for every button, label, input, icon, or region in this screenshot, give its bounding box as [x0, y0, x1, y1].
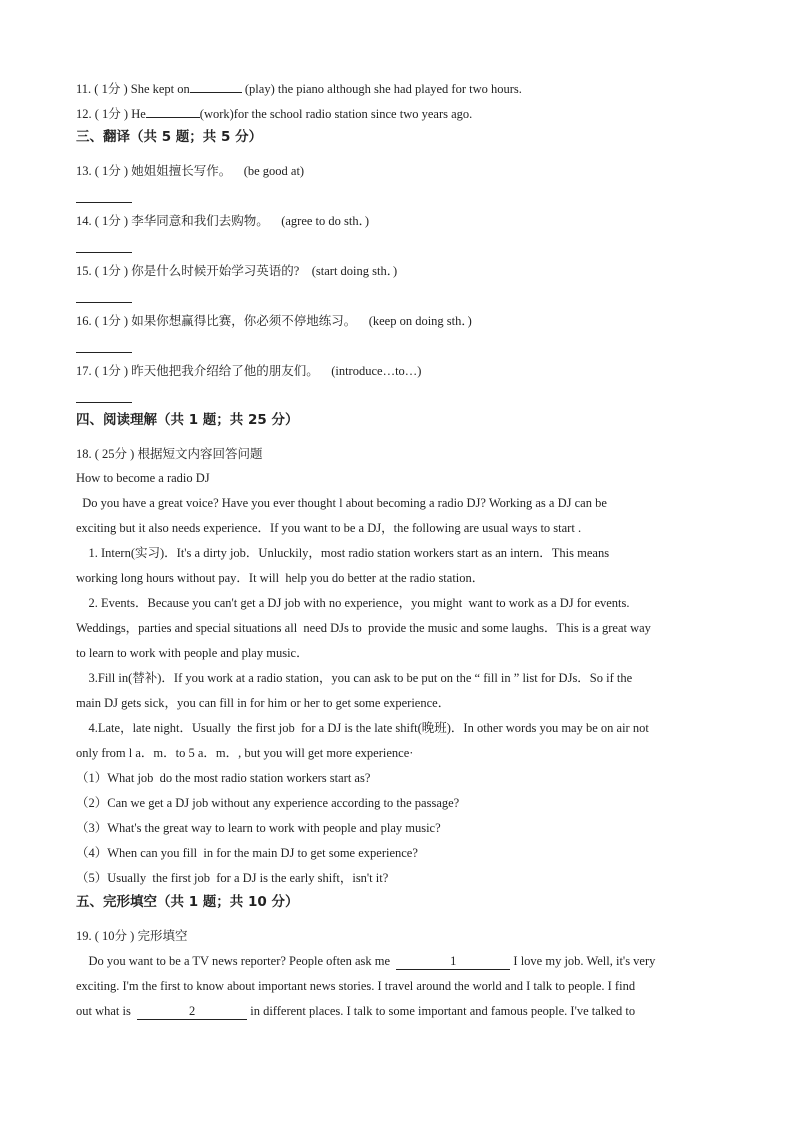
section-title: 四、阅读理解（共 1 题；共 25 分）	[76, 412, 299, 428]
passage-line: to learn to work with people and play music．	[76, 646, 309, 660]
passage-line: main DJ gets sick，you can fill in for him or her to get some experience．	[76, 696, 451, 710]
cloze-blank-1[interactable]: 1	[396, 953, 510, 970]
question-19-header: 19. ( 10分 ) 完形填空	[76, 929, 188, 943]
passage-line: 2. Events．Because you can't get a DJ job with no experience，you might want to work as a DJ for events.	[76, 596, 630, 610]
answer-blank[interactable]	[146, 105, 200, 118]
question-12: 12. ( 1分 ) He (work)for the school radio station since two years ago.	[76, 107, 473, 121]
passage-line: 1. Intern(实习)．It's a dirty job．Unluckily，most radio station workers start as an intern．This means	[76, 546, 610, 560]
question-11: 11. ( 1分 ) She kept on (play) the piano although she had played for two hours.	[76, 82, 522, 96]
passage-line: exciting but it also needs experience．If you want to be a DJ，the following are usual ways to start .	[76, 521, 582, 535]
cloze-line: out what is 2 in different places. I talk to some important and famous people. I've talked to	[76, 1004, 636, 1018]
cloze-line: exciting. I'm the first to know about important news stories. I travel around the world and I talk to people. I find	[76, 979, 636, 993]
passage-line: Do you have a great voice? Have you ever thought l about becoming a radio DJ? Working as a DJ can be	[76, 496, 607, 510]
section-title: 三、翻译（共 5 题；共 5 分）	[76, 129, 263, 145]
reading-question-1: （1）What job do the most radio station workers start as?	[76, 771, 371, 785]
question-17: 17. ( 1分 ) 昨天他把我介绍给了他的朋友们。 (introduce…to…)	[76, 364, 422, 378]
question-18-header: 18. ( 25分 ) 根据短文内容回答问题	[76, 447, 263, 461]
question-15: 15. ( 1分 ) 你是什么时候开始学习英语的? (start doing sth．)	[76, 264, 398, 278]
passage-line: Weddings，parties and special situations all need DJs to provide the music and some laughs．This is a great way	[76, 621, 651, 635]
reading-question-2: （2）Can we get a DJ job without any experience according to the passage?	[76, 796, 460, 810]
passage-line: working long hours without pay．It will help you do better at the radio station．	[76, 571, 485, 585]
answer-blank[interactable]	[190, 80, 242, 93]
answer-line[interactable]	[76, 202, 132, 203]
reading-question-4: （4）When can you fill in for the main DJ to get some experience?	[76, 846, 418, 860]
passage-line: 4.Late，late night．Usually the first job for a DJ is the late shift(晚班)．In other words you may be on air not	[76, 721, 649, 735]
answer-line[interactable]	[76, 402, 132, 403]
passage-line: only from l a．m．to 5 a．m．, but you will get more experience·	[76, 746, 414, 760]
answer-line[interactable]	[76, 252, 132, 253]
passage-line: 3.Fill in(替补)．If you work at a radio station，you can ask to be put on the “ fill in ” list for DJs．So if the	[76, 671, 633, 685]
answer-line[interactable]	[76, 302, 132, 303]
passage-title: How to become a radio DJ	[76, 471, 210, 485]
cloze-line: Do you want to be a TV news reporter? People often ask me 1 I love my job. Well, it's very	[76, 954, 656, 968]
reading-question-5: （5）Usually the first job for a DJ is the early shift，isn't it?	[76, 871, 389, 885]
question-14: 14. ( 1分 ) 李华同意和我们去购物。 (agree to do sth．)	[76, 214, 370, 228]
answer-line[interactable]	[76, 352, 132, 353]
section-title: 五、完形填空（共 1 题；共 10 分）	[76, 894, 299, 910]
question-16: 16. ( 1分 ) 如果你想赢得比赛，你必须不停地练习。 (keep on doing sth．)	[76, 314, 472, 328]
reading-question-3: （3）What's the great way to learn to work with people and play music?	[76, 821, 441, 835]
question-13: 13. ( 1分 ) 她姐姐擅长写作。 (be good at)	[76, 164, 305, 178]
cloze-blank-2[interactable]: 2	[137, 1003, 247, 1020]
